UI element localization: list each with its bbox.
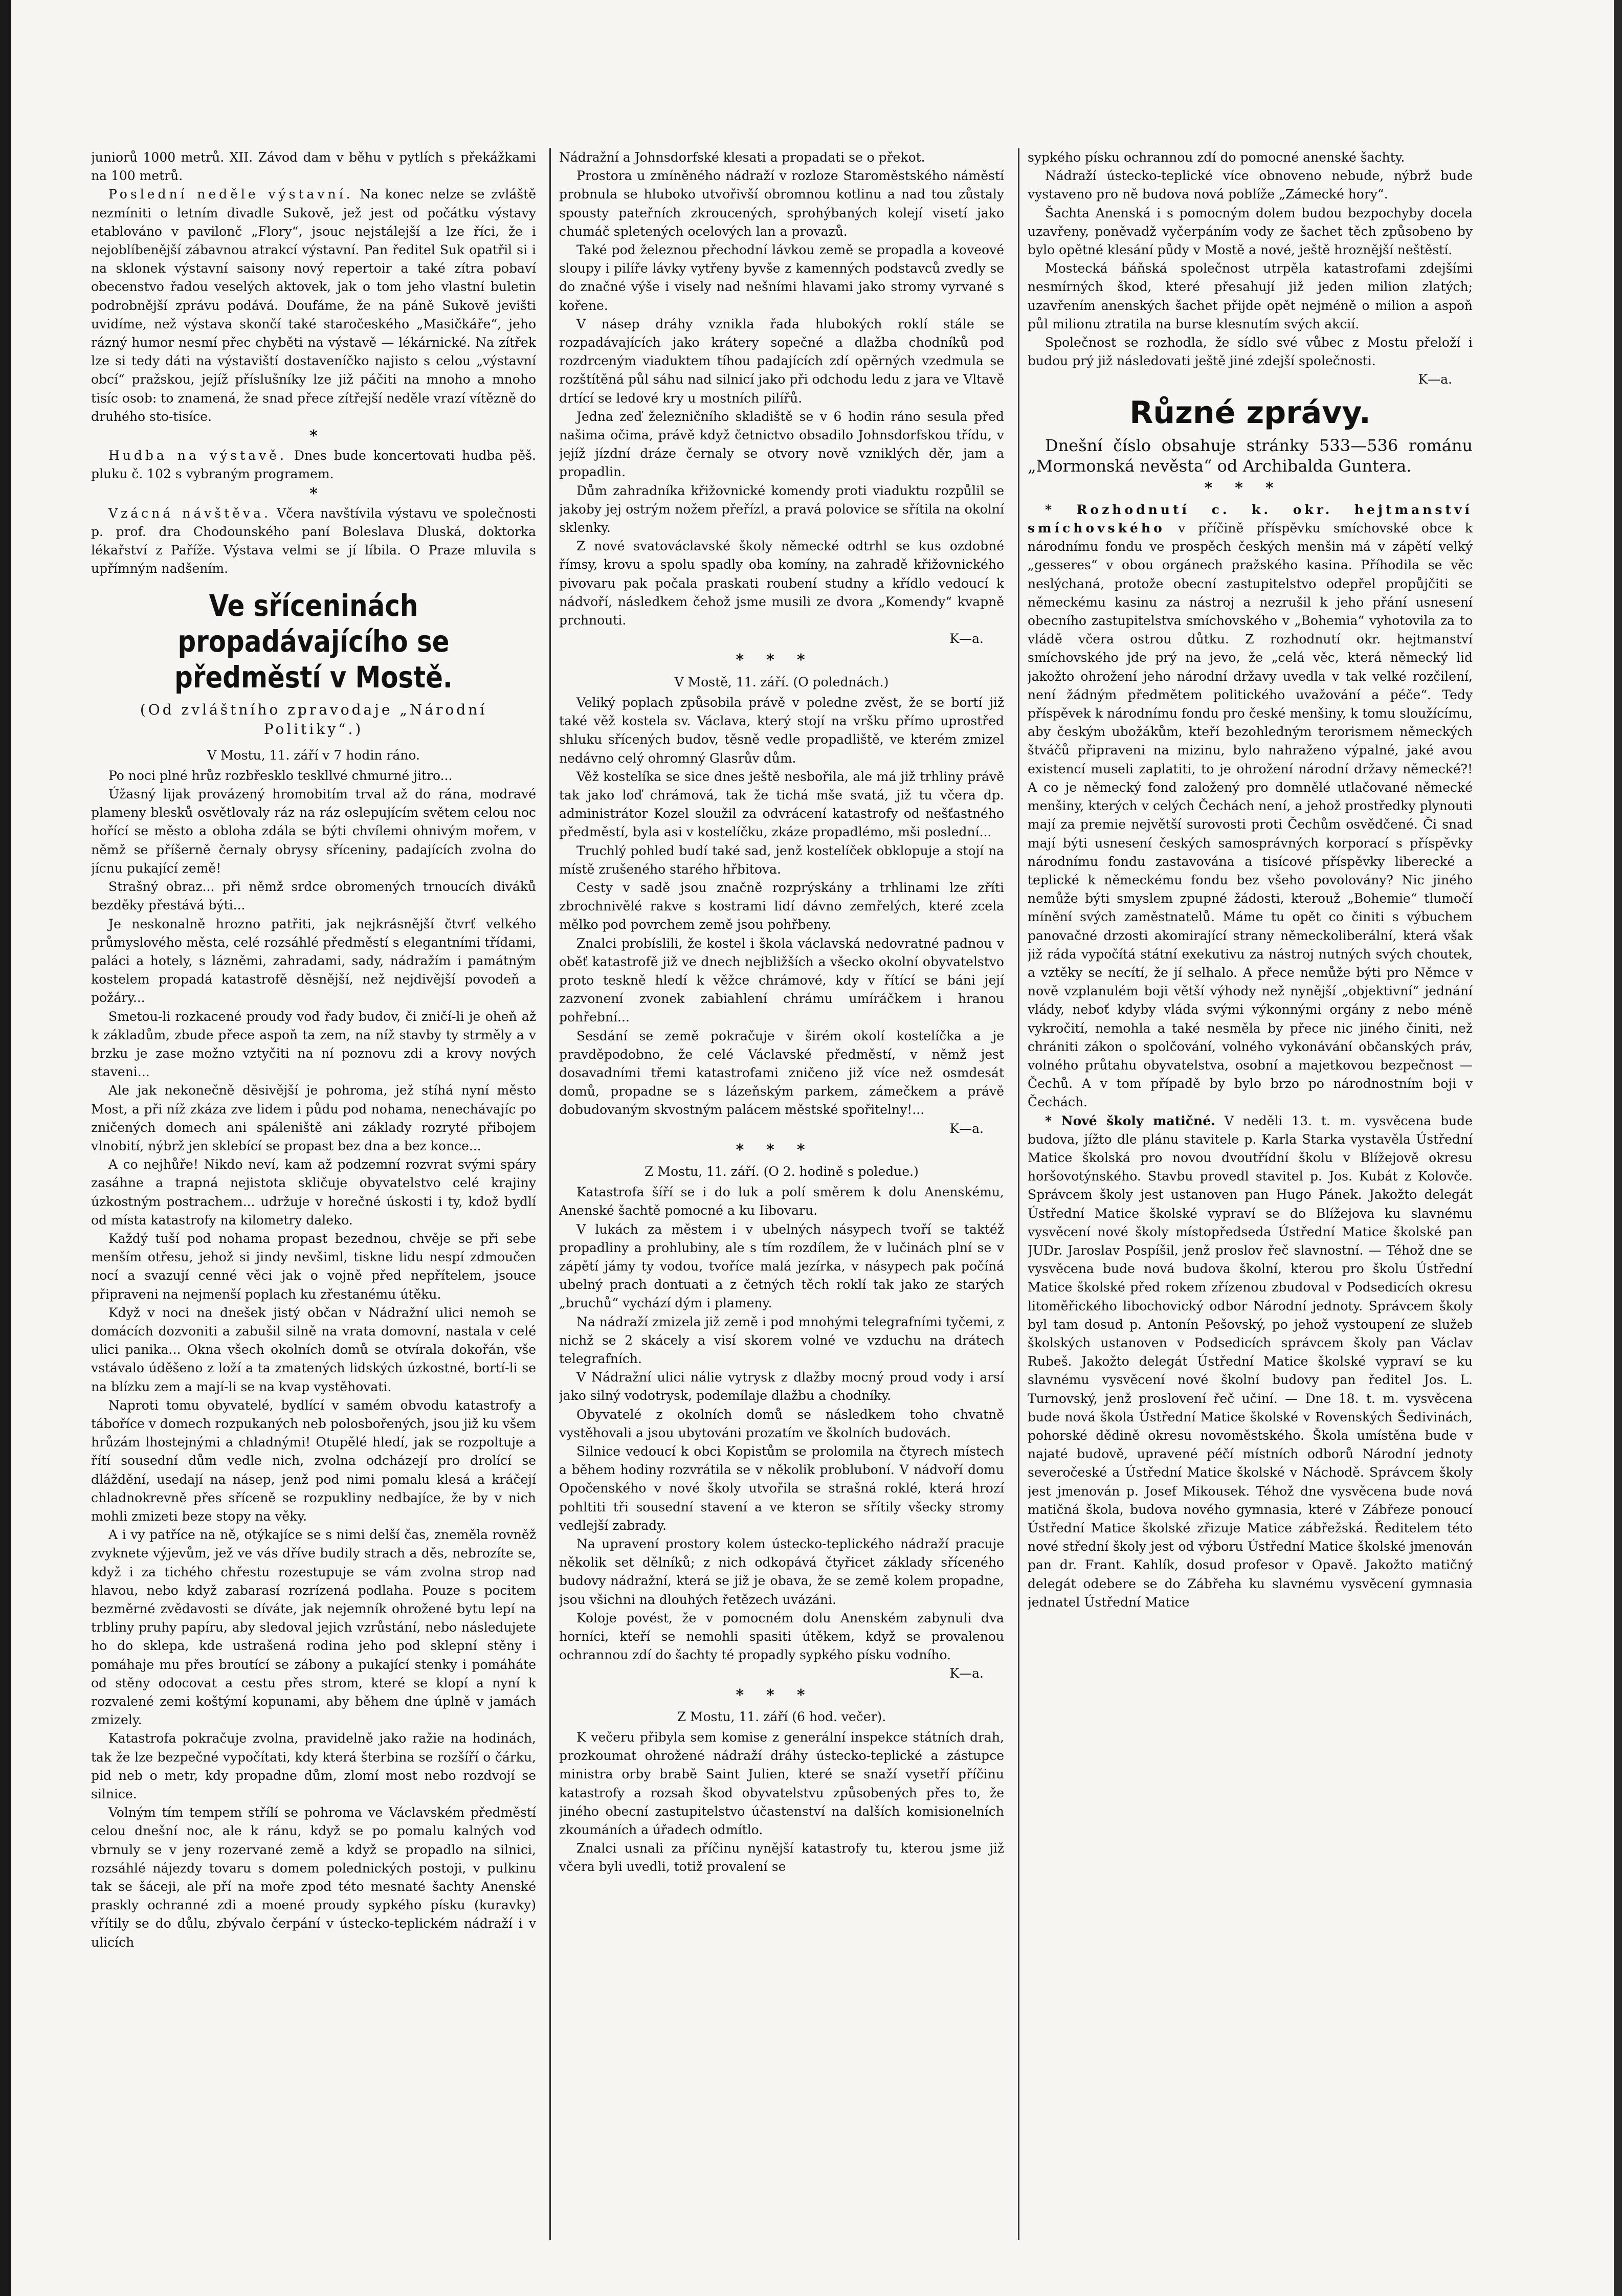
paragraph: Volným tím tempem střílí se pohroma ve Václavském předměstí celou dnešní noc, ale k ránu, když se po pomalu kalných vod vbrnuly se v jeny rozervané země a když se propadlo na silnici, rozsáhlé nájezdy tovaru s domem polednických postoji, v pulkinu tak se šáceji, ale pří na moře zpod této mesnaté šachty Anenské praskly ochranné zdi a moené proudy sypkého písku (kuravky) vřítily se do důlu, zbývalo čerpání v ústecko-teplickém nádraží i v ulicích xyxy=(91,1805,536,1950)
column-left xyxy=(91,148,536,2240)
paragraph: Je neskonalně hrozno patřiti, jak nejkrásnější čtvrť velkého průmyslového města, celé rozsáhlé předměstí s elegantními třídami, paláci a hotely, s lázněmi, zahradami, sady, nádražím i památným kostelem propadá katastrofě děsnější, než nejdivější povodeň a požáry... xyxy=(91,916,536,1006)
news-item-lead: * Rozhodnutí c. k. okr. hejtmanství smíchovského xyxy=(1028,502,1473,536)
column-rule xyxy=(549,148,551,2240)
dateline: V Mostě, 11. září. (O polednách.) xyxy=(674,674,889,689)
column-rule xyxy=(1018,148,1019,2240)
article-headline: Ve sříceninách propadávajícího se předměstí v Mostě. xyxy=(174,588,453,695)
paragraph: Ale jak nekonečně děsivější je pohroma, jež stíhá nyní město Most, a při níž zkáza zve lidem i půdu pod nohama, nenechávajíc po zničených domech ani spáleniště ani základy rozryté přibojem vlnobití, nýbrž jen sklebící se propast bez dna a bez konce... xyxy=(91,1083,536,1153)
separator-stars: *** xyxy=(736,1141,828,1159)
news-item-text: v příčině příspěvku smíchovské obce k národnímu fondu ve prospěch českých menšin má v zápětí velký „gesseres“ v obou orgánech pražského kasina. Příhodila se věc neslýchaná, protože obecní zastupitelstvo odepřel propůjčiti se německému kasinu za nástroj a nezrušil k jeho přání usnesení obecního zastupitelstva smíchovského v „Bohemia“ vyhotovila za to vládě včera ostrou důtku. Z rozhodnutí okr. hejtmanství smíchovského jde prý na jevo, že „celá věc, která německý lid jakožto ohrožení jeho národní državy uvedla v tak velké rozčilení, není žádným předmětem politického uvažování a péče“. Tedy příspěvek k národnímu fondu pro české menšiny, k tomu sloužícímu, aby českým ubožákům, kteří bezohledným terorismem německých štváčů připraveni na mizinu, bylo nahraženo výpalné, jaké avou existencí museli zaplatiti, to je ohrožení národní državy německé?! A co je německý fond založený pro domnělé utlačované německé menšiny, kterých v celých Čechách není, a jehož prostředky plynouti mají za premie největší surovosti proti Čechům osvědčené. Či snad mají býti usnesení českých samosprávných korporací s příspěvky národnímu fondu zastavována a tisícové příspěvky liberecké a teplické k německému fondu bez všeho povolovány? Nic jiného nemůže býti smyslem zpupné žádosti, kterouž „Bohemie“ tlumočí mínění svých zaměstnatelů. Máme tu opět co činiti s výbuchem panovačné drzosti akomirající strany německoliberální, která však již ráda vypočítá státní exekutivu za nástroj nutných svých choutek, a vztěky se necítí, že jí selhalo. A přece nemůže býti pro Němce v nově vzplanulém boji větší výhody než nynější „objektivní“ jednání vlády, neboť kdyby vláda svými výkonnými orgány z nebo méně vykročití, nemohla a také nesměla by přece nic jiného činiti, než chrániti zákon o spolčování, volného vykonávání občanských práv, volného průtahu obyvatelstva, osobní a majetkovou bezpečnost — Čechů. A v tom případě by bylo brzo po národnostním boji v Čechách. xyxy=(1028,521,1473,1110)
paragraph: Naproti tomu obyvatelé, bydlící v samém obvodu katastrofy a táboříce v domech rozpukaných neb polosbořených, jsou již ku všem hrůzám lhostejnými a chladnými! Otupělé hledí, jak se rozpoltuje a řítí sousední dům vedle nich, zvolna odcházejí pro drolící se dláždění, usedají na násep, jenž pod nimi pomalu klesá a kráčejí chladnokrevně přes sříceně se rozpukliny nedbajíce, že by v nich mohli zmizeti beze stopy na věky. xyxy=(91,1397,536,1524)
article-subhead: (Od zvláštního zpravodaje „Národní Politiky“.) xyxy=(140,701,487,738)
section-title: Různé zprávy. xyxy=(1129,394,1371,431)
paragraph: Sesdání se země pokračuje v širém okolí kostelíčka a je pravděpodobno, že celé Václavské předměstí, v němž jest dosavadními třemi katastrofami zničeno již více než osmdesát domů, propadne se s lázeňským parkem, zámečkem a právě dobudovaným skvostným palácem městské spořitelny!... xyxy=(559,1028,1004,1118)
paragraph-text: Na konec nelze se zvláště nezmíniti o letním divadle Sukově, jež jest od počátku výstavy etablováno v pavilonč „Flory“, jsouc nejstálejší a lze říci, že i nejoblíbenější zábavnou atrakcí výstavní. Pan ředitel Suk opatřil si i na sklonek výstavní saisony nový repertoir a také zítra pobaví obecenstvo řadou veselých aktovek, jak o tom jeho vlastní buletin podrobnější zprávu podává. Doufáme, že na páně Sukově jevišti uvidíme, než výstava skončí také staročeského „Masičkáře“, jeho rázný humor nesmí přec chyběti na výstavě — lékárnické. Na zítřek lze si tedy dáti na výstaviští dostaveníčko najisto s celou „výstavní obcí“ pražskou, jejíž příslušníky lze již páčiti na mnoho a mnoho tisíc osob: to znamená, že snad přece zítřejší neděle vrazí vítězně do druhého sto-tisíce. xyxy=(91,187,536,424)
paragraph: Strašný obraz... při němž srdce obromených trnoucích diváků bezděky přestává býti... xyxy=(91,879,536,913)
paragraph: Když v noci na dnešek jistý občan v Nádražní ulici nemoh se domácích dozvoniti a zabušil silně na vrata domovní, nastala v celé ulici panika... Okna všech okolních domů se otvírala dokořán, vše vstávalo úděšeno z loží a ta zmatených lidských úzkostné, bortí-li se na blízku zem a mají-li se na kvap vystěhovati. xyxy=(91,1305,536,1394)
paragraph: sypkého písku ochrannou zdí do pomocné anenské šachty. xyxy=(1028,150,1405,165)
paragraph-lead: Hudba na výstavě. xyxy=(108,448,287,463)
column-middle xyxy=(559,148,1004,2240)
paragraph: Nádražní a Johnsdorfské klesati a propadati se o překot. xyxy=(559,150,925,165)
paragraph: Každý tuší pod nohama propast bezednou, chvěje se při sebe menším otřesu, jehož si jindy nevšiml, tiskne lidu nespí zdmoučen nocí a svazují cenné věci jak o vojně před nepřítelem, jsouce připraveni na nejmenší poplach ku zřestanému útěku. xyxy=(91,1231,536,1302)
separator-stars: *** xyxy=(736,651,828,670)
separator-stars: * xyxy=(309,427,318,445)
paragraph: Také pod železnou přechodní lávkou země se propadla a koveové sloupy i pilíře lávky vytřeny byvše z kamenných podstavců zvedly se do značné výše i visely nad nešními hlavami jako stromy vyrvané s kořene. xyxy=(559,242,1004,313)
paragraph: Smetou-li rozkacené proudy vod řady budov, či zničí-li je oheň až k základům, zbude přece aspoň ta zem, na níž stavby ty strměly a v brzku je zase možno vztyčiti na ní poznovu zdi a krovy nových staveni... xyxy=(91,1009,536,1080)
news-item xyxy=(1028,1112,1473,1612)
paragraph: Dům zahradníka křižovnické komendy proti viaduktu rozpůlil se jakoby jej ostrým nožem přeřízl, a pravá polovice se sřítila na okolní sklenky. xyxy=(559,483,1004,536)
paragraph: Úžasný lijak provázený hromobitím trval až do rána, modravé plameny blesků osvětlovaly ráz na ráz oslepujícím světem celou noc hořící se město a obloha zdála se býti chvílemi ohnivým mořem, v němž se příšerně černaly obrysy sříceniny, padajících zvolna do jícnu pukající země! xyxy=(91,787,536,876)
paragraph: Cesty v sadě jsou značně rozprýskány a trhlinami lze zříti zbrochnivělé rakve s kostrami lidí dávno zemřelých, které zcela mělko pod povrchem země jsou pohřbeny. xyxy=(559,880,1004,932)
separator-stars: * xyxy=(309,484,318,503)
paragraph: Po noci plné hrůz rozbřesklo teskllvé chmurné jitro... xyxy=(108,768,453,783)
news-item-text: V neděli 13. t. m. vysvěcena bude budova, jížto dle plánu stavitele p. Karla Starka vystavěla Ústřední Matice školská pro novou dvoutřídní školu v Blížejově okresu horšovotýnského. Stavbu provedl stavitel p. Jos. Kubát z Kolovče. Správcem školy jest ustanoven pan Hugo Pánek. Jakožto delegát Ústřední Matice školské vypraví se do Blížejova ku slavnému vysvěcení nové školy místopředseda Ústřední Matice školské pan JUDr. Jaroslav Pospíšil, jenž proslov řeč slavnostní. — Téhož dne se vysvěcena bude nová budova školní, kterou pro školu Ústřední Matice školské před rokem zřízenou zbudoval v Podsedicích okresu litoměřického libochovický odbor Národní jednoty. Správcem školy byl tam dosud p. Antonín Pešovský, po jehož vystoupení ze služeb školských ustanoven v Podsedicích správcem školy pan Václav Rubeš. Jakožto delegát Ústřední Matice školské vypraví se ku slavnému vysvěcení nové školní budovy pan ředitel Jos. L. Turnovský, jenž proslovení řeč učiní. — Dne 18. t. m. vysvěcena bude nová škola Ústřední Matice školské v Rovenských Šedivinách, pohorské dědině okresu novoměstského. Škola umístěna bude v najaté budově, upravené péčí místních odborů Národní jednoty severočeské a Ústřední Matice školské v Náchodě. Správcem školy jest jmenován p. Josef Mikousek. Téhož dne vysvěcena bude nová matičná škola, budova nového gymnasia, které v Zábřeze ponoucí Ústřední Matice školské zřizuje Matice zábřežská. Ředitelem této nové střední školy jest od výboru Ústřední Matice školské jmenován pan dr. Frant. Kahlík, dosud profesor v Opavě. Jakožto matičný delegát odebere se do Zábřeha ku slavnému vysvěcení gymnasia jednatel Ústřední Matice xyxy=(1028,1113,1473,1610)
paragraph: Veliký poplach způsobila právě v poledne zvěst, že se bortí již také věž kostela sv. Václava, který stojí na vršku přímo uprostřed shluku sřícených budov, těsně vedle propadliště, ve kterém zmizel nedávno celý ohromný Glasrův dům. xyxy=(559,695,1004,766)
paragraph: V lukách za městem i v ubelných násypech tvoří se taktéž propadliny a prohlubiny, ale s tím rozdílem, že v lučinách plní se v zápětí jámy ty vodou, tvoříce malá jezírka, v násypech pak počíná ubelný prach dontuati a z četných těch roklí tak jako ze starých „bruchů“ vychází dým i plameny. xyxy=(559,1221,1004,1311)
paragraph: Znalci probíslili, že kostel i škola václavská nedovratné padnou v oběť katastrofě již ve dnech nejbližších a všecko okolní obyvatelstvo proto teskně hledí k věžce chrámové, kdy v řítící se báni její zazvonení zvonek zabiahlení chrámu umíráčkem i hranou pohřební... xyxy=(559,935,1004,1025)
signature: K—a. xyxy=(1418,372,1452,387)
paragraph: Silnice vedoucí k obci Kopistům se prolomila na čtyrech místech a během hodiny rozvrátila se v několik probluboní. V nádvoří domu Opočenského v nové školy utvořila se strašná roklé, která hrozí pohltiti tři sousední stavení a ve kteron se sřítily všecky stromy vedlejší zabrady. xyxy=(559,1444,1004,1533)
signature: K—a. xyxy=(949,631,984,647)
paragraph: Obyvatelé z okolních domů se následkem toho chvatně vystěhovali a jsou ubytováni prozatím ve školních budovách. xyxy=(559,1407,1004,1440)
paragraph: Truchlý pohled budí také sad, jenž kostelíček obklopuje a stojí na místě zrušeného starého hřbitova. xyxy=(559,843,1004,877)
paragraph: Společnost se rozhodla, že sídlo své vůbec z Mostu přeloží i budou prý již následovati ještě jiné zdejší společnosti. xyxy=(1028,335,1473,369)
paragraph: Znalci usnali za příčinu nynější katastrofy tu, kterou jsme již včera byli uvedli, totiž provalení se xyxy=(559,1841,1004,1875)
dateline: Z Mostu, 11. září. (O 2. hodině s poledue.) xyxy=(645,1164,919,1179)
paragraph: A co nejhůře! Nikdo neví, kam až podzemní rozvrat svými spáry zasáhne a trapná nejistota skličuje obyvatelstvo celé krajiny úzkostným postrachem... udržuje v horečné úskosti i ty, kdož bydlí od místa katastrofy na kilometry daleko. xyxy=(91,1157,536,1228)
paragraph xyxy=(91,447,536,483)
news-item xyxy=(1028,501,1473,1112)
news-item-lead: * Nové školy matičné. xyxy=(1045,1113,1215,1128)
paragraph: A i vy patříce na ně, otýkajíce se s nimi delší čas, zneměla rovněž zvyknete výjevům, jež ve vás dříve budily strach a děs, nebrozíte se, když i za tichého chřestu rozestupuje se vám zvolna strop nad hlavou, nebo když zabarasí rozrízená podlaha. Pouze s pocitem bezměrné zvědavosti se díváte, jak nejemník ohrožené bytu lepí na trbliny pruhy papíru, aby sledoval jejich vzrůstání, nebo následujete ho do sklepa, kde ustrašená rodina jeho pod sklepní stěny i pomáhaje mu přes broutící se zábony a pukající stenky i pomáháte od stěny odocovat a cestu přes strom, které se klopí a nyní k rozvalené zemi koštýmí kopunami, aby během dne úplně v jamách zmizely. xyxy=(91,1527,536,1728)
paragraph xyxy=(91,504,536,578)
paragraph-lead: Poslední neděle výstavní. xyxy=(108,187,353,202)
paragraph: K večeru přibyla sem komise z generální inspekce státních drah, prozkoumat ohrožené nádraží dráhy ústecko-teplické a zástupce ministra orby brabě Saint Julien, které se snaží vysetří příčinu katastrofy a rozsah škod obyvatelstvu způsobených přes to, že jiného obecní zastupitelstvo účastenství na dalších komisionelních zkoumáních a úřadech odmítlo. xyxy=(559,1730,1004,1838)
paragraph: Mostecká báňská společnost utrpěla katastrofami zdejšími nesmírných škod, které přesahují již jeden milion zlatých; uzavřením anenských šachet přijde opět nejméně o milion a aspoň půl milionu ztratila na burse klesnutím svých akcií. xyxy=(1028,261,1473,331)
paragraph-lead: Vzácná návštěva. xyxy=(108,505,271,521)
paragraph: Z nové svatováclavské školy německé odtrhl se kus ozdobné římsy, krovu a spolu spadly oba komíny, na zahradě křižovnického pivovaru pak počala praskati roubení studny a křídlo vedoucí k nádvoří, následkem čehož jsme musili ze dvora „Komendy“ kvapně prchnouti. xyxy=(559,539,1004,628)
separator-stars: *** xyxy=(1204,479,1296,497)
paragraph: juniorů 1000 metrů. XII. Závod dam v běhu v pytlích s překážkami na 100 metrů. xyxy=(91,150,536,184)
paragraph xyxy=(91,185,536,426)
paragraph-text: Včera navštívila výstavu ve společnosti p. prof. dra Chodounského paní Boleslava Dluská, doktorka lékařství z Paříže. Výstava velmi se jí líbila. O Praze mluvila s upřímným nadšením. xyxy=(91,505,536,576)
separator-stars: *** xyxy=(736,1686,828,1704)
paragraph: V násep dráhy vznikla řada hlubokých roklí stále se rozpadávajících jako krátery sopečné a dlažba chodníků pod rozdrceným viaduktem tíhou padajících zdí opěrných vzedmula se rozštítěná půl sáhu nad silnicí jako při odchodu ledu z jara ve Vltavě drtící se ledové kry u mostních pilířů. xyxy=(559,316,1004,406)
paragraph: Prostora u zmíněného nádraží v rozloze Staroměstského náměstí probnula se hluboko utvořivší obromnou kotlinu a nad tou zůstaly spousty pateřních zkroucených, sprohýbaných kolejí visetí jako chumáč spletených ocelových lan a provazů. xyxy=(559,168,1004,239)
dateline: V Mostu, 11. září v 7 hodin ráno. xyxy=(207,747,420,763)
signature: K—a. xyxy=(949,1121,984,1136)
paragraph: Nádraží ústecko-teplické více obnoveno nebude, nýbrž bude vystaveno pro ně budova nová poblíže „Zámecké hory“. xyxy=(1028,168,1473,202)
paragraph: Na upravení prostory kolem ústecko-teplického nádraží pracuje několik set dělníků; z nich odkopává čtyřicet základy sříceného budovy nádražní, která se již je obava, že se země kolem propadne, jsou všichni na dlouhých řetězech uvázáni. xyxy=(559,1536,1004,1607)
dateline: Z Mostu, 11. září (6 hod. večer). xyxy=(677,1709,886,1724)
paragraph: Jedna zeď železničního skladiště se v 6 hodin ráno sesula před našima očima, právě když četnictvo obsadilo Johnsdorfskou třídu, v jejíž jízdní dráze černaly se otvory nově vzniklých děr, jam a propadlin. xyxy=(559,409,1004,480)
paragraph-text: Dnes bude koncertovati hudba pěš. pluku č. 102 s vybraným programem. xyxy=(91,448,536,482)
paragraph: Koloje povést, že v pomocném dolu Anenském zabynuli dva horníci, kteří se nemohli spasiti útěkem, když se provalenou ochrannou zdí do šachty té propadly sypkého písku vodního. xyxy=(559,1610,1004,1663)
paragraph: Na nádraží zmizela již země i pod mnohými telegrafními tyčemi, z nichž se 2 skácely a visí skorem volné ve vzduchu na drátech telegrafních. xyxy=(559,1314,1004,1366)
paragraph: Šachta Anenská i s pomocným dolem budou bezpochyby docela uzavřeny, poněvadž vyčerpáním vody ze šachet těch způsobeno by bylo opětné klesání půdy v Mostě a nové, ještě hroznější neštěstí. xyxy=(1028,205,1473,258)
paragraph: Katastrofa šíří se i do luk a polí směrem k dolu Anenskému, Anenské šachtě pomocné a ku Iibovaru. xyxy=(559,1185,1004,1218)
paragraph: Věž kostelíka se sice dnes ještě nesbořila, ale má již trhliny právě tak jako loď chrámová, tak že tichá mše svatá, již tu včera dp. administrátor Kozel sloužil za odvrácení katastrofy od nešťastného předměstí, byla asi v kostelíčku, zkáze propadlémo, mši poslední... xyxy=(559,769,1004,840)
column-right xyxy=(1028,148,1473,2240)
paragraph: Katastrofa pokračuje zvolna, pravidelně jako ražie na hodinách, tak že lze bezpečné vypočítati, kdy která šterbina se rozšíří o čárku, pid neb o metr, kdy propadne dům, zlomí most nebo rozdvojí se silnice. xyxy=(91,1731,536,1802)
paragraph: V Nádražní ulici nálie vytrysk z dlažby mocný proud vody i arsí jako silný vodotrysk, podemílaje dlažbu a chodníky. xyxy=(559,1370,1004,1403)
section-intro: Dnešní číslo obsahuje stránky 533—536 románu „Mormonská nevěsta“ od Archibalda Guntera. xyxy=(1028,435,1473,476)
signature: K—a. xyxy=(949,1666,984,1681)
